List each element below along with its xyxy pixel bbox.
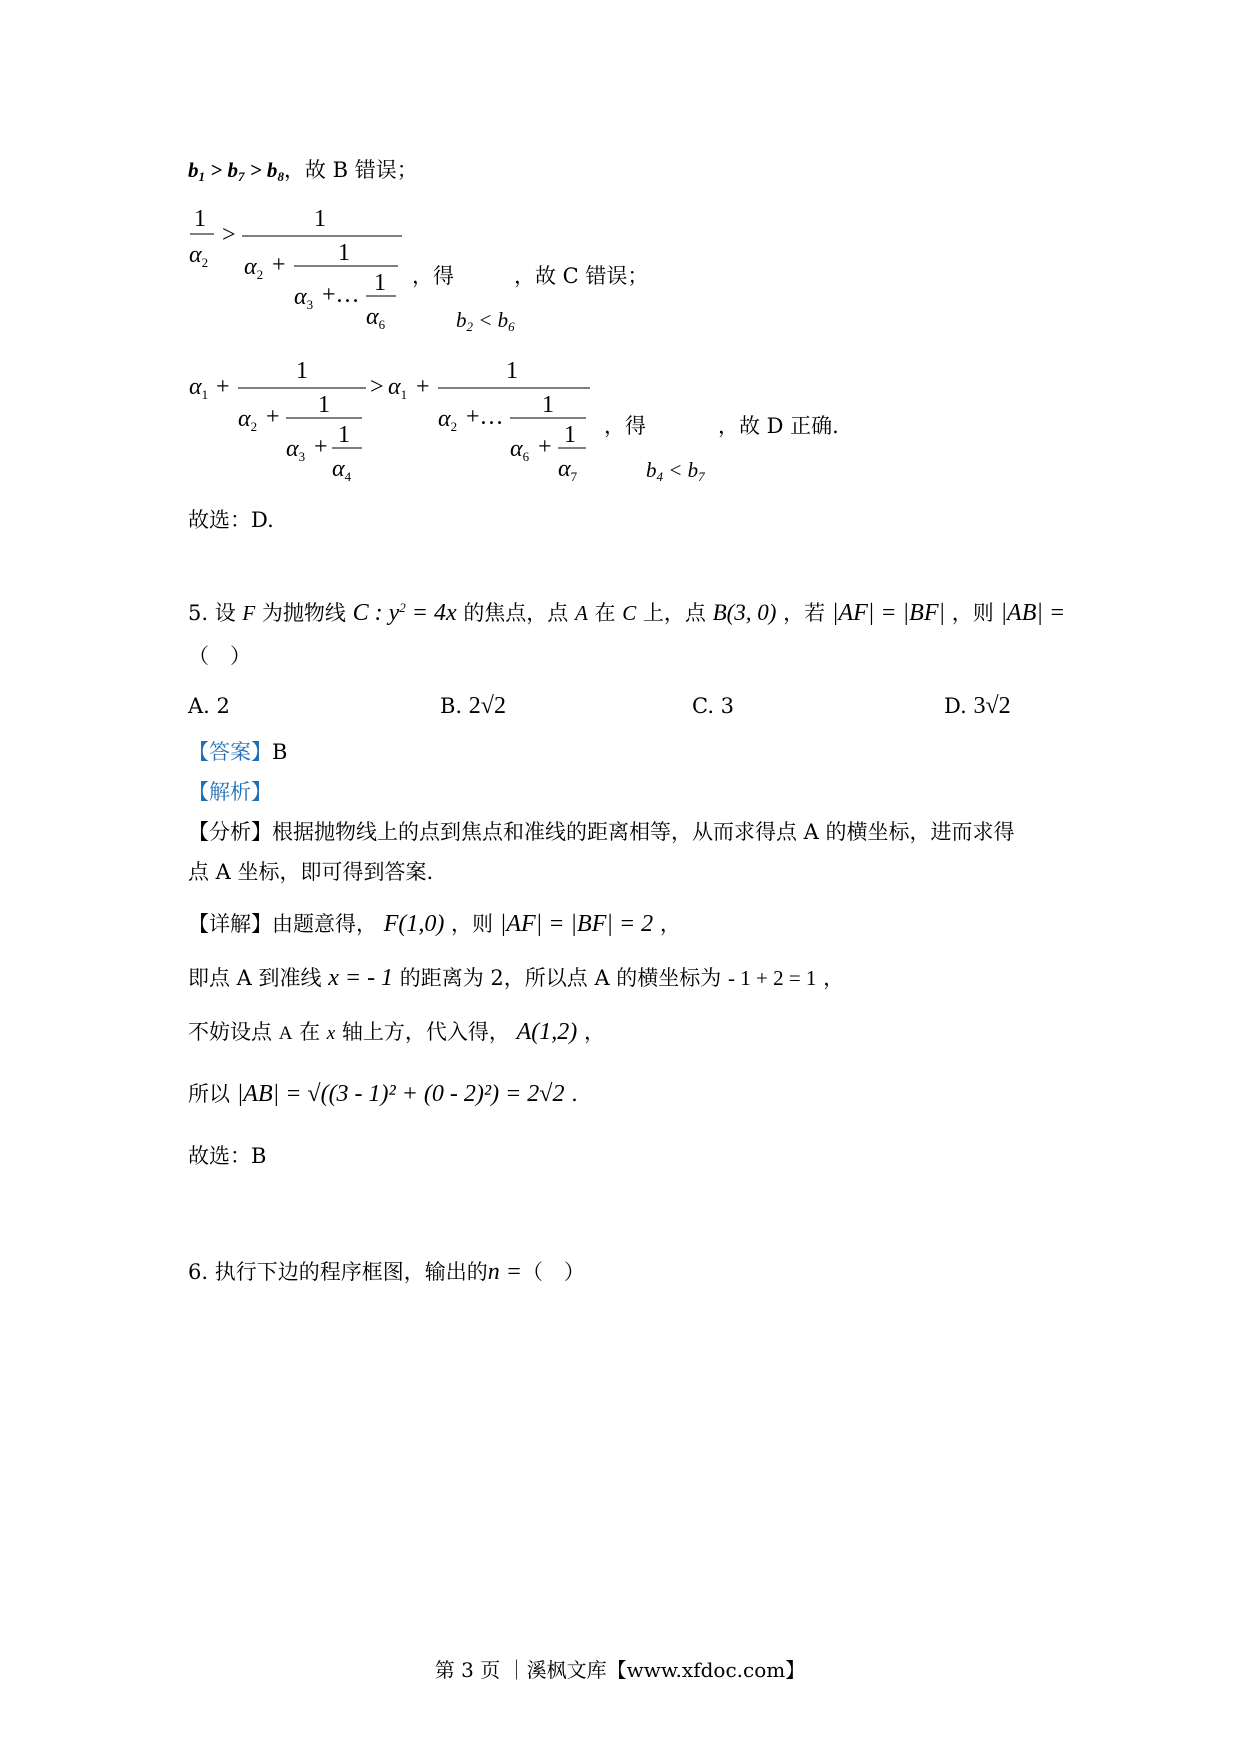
svg-text:+: + [216,374,230,400]
svg-text:α2: $\alpha_2$ [189,242,209,270]
q5-detail-2: 即点 A 到准线 x = - 1 的距离为 2，所以点 A 的横坐标为 - 1 + 2 = 1 ， [188,965,845,991]
svg-text:+: + [266,404,280,430]
svg-text:α6: $\alpha_6$ [510,436,530,464]
q6-stem: 6. 执行下边的程序框图，输出的n =（ ） [188,1259,585,1285]
svg-text:1: 1 [542,392,554,418]
svg-text:1: 1 [338,240,350,266]
choice-d: 故选：D. [188,508,274,532]
svg-text:1: 1 [318,392,330,418]
page-footer: 第 3 页 ｜溪枫文库【www.xfdoc.com】 [434,1658,806,1682]
svg-text:+: + [314,434,328,460]
svg-text:>: > [370,374,384,400]
svg-text:α2: $\alpha_2$ [244,254,264,282]
svg-text:>: > [222,222,236,248]
svg-text:α1: $\alpha_1$ [189,374,209,402]
svg-text:1: 1 [338,422,350,448]
svg-text:α7: $\alpha_7$ [558,456,578,484]
q5-choice: 故选：B [188,1144,267,1168]
frac1-text1: ，得 [412,264,454,288]
frac1-result: $b_2 < b_6$ [456,308,515,334]
svg-text:+: + [272,252,286,278]
q5-analysis-tag: 【解析】 [188,780,272,804]
svg-text:+: + [538,434,552,460]
q5-fenxi-2: 点 A 坐标，即可得到答案. [188,860,434,884]
q5-fenxi-1: 【分析】根据抛物线上的点到焦点和准线的距离相等，从而求得点 A 的横坐标，进而求得 [188,820,1015,844]
svg-text:+…: +… [466,404,504,430]
q5-detail-1: 【详解】由题意得， F(1,0) ，则 |AF| = |BF| = 2 ， [188,911,681,937]
svg-text:α1: $\alpha_1$ [388,374,408,402]
q5-option-c: C. 3 [692,694,735,718]
svg-text:α3: $\alpha_3$ [294,284,314,312]
q5-option-b: B. 2√2 [440,693,506,719]
svg-text:1: 1 [506,358,518,384]
svg-text:1: 1 [194,206,206,232]
frac1-text2: ，故 C 错误； [514,264,649,288]
svg-text:α3: $\alpha_3$ [286,436,306,464]
q5-answer: 【答案】B [188,740,288,764]
q5-detail-3: 不妨设点 A 在 x 轴上方，代入得， A(1,2) ， [188,1019,605,1045]
svg-text:α4: $\alpha_4$ [332,456,352,484]
svg-text:α2: $\alpha_2$ [238,406,258,434]
q5-option-d: D. 3√2 [944,693,1011,719]
q5-stem: 5. 设 F 为抛物线 C : $y^2 = 4x$ 的焦点，点 A 在 C 上，点 B(3, 0) ，若 |AF| = |BF| ，则 |AB| = [188,600,1066,626]
line-b-compare: $b_1 > b_7 > b_8$，故 B 错误； [188,158,418,184]
q5-detail-4: 所以 |AB| = √((3 - 1)² + (0 - 2)²) = 2√2 . [188,1081,578,1107]
svg-text:1: 1 [314,206,326,232]
svg-text:1: 1 [374,270,386,296]
svg-text:+: + [416,374,430,400]
svg-text:α2: $\alpha_2$ [438,406,458,434]
svg-text:+…: +… [322,282,360,308]
svg-text:1: 1 [564,422,576,448]
frac2-result: $b_4 < b_7$ [646,458,705,484]
q5-paren: （ ） [188,644,251,668]
svg-text:α6: $\alpha_6$ [366,304,386,332]
svg-text:1: 1 [296,358,308,384]
frac2-text1: ，得 [604,414,646,438]
q5-option-a: A. 2 [188,694,230,718]
frac2-text2: ，故 D 正确. [718,414,839,438]
